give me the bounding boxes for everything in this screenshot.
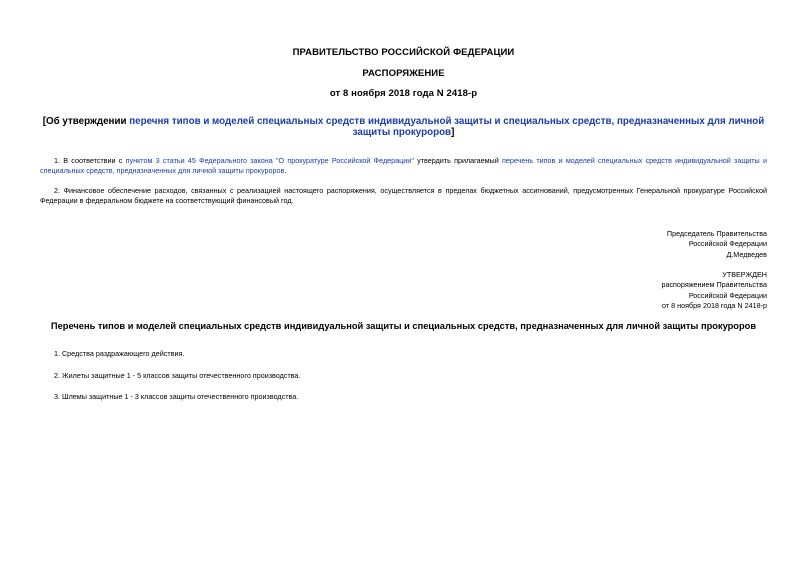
approval-block <box>467 270 767 312</box>
document-date-number: от 8 ноября 2018 года N 2418-р <box>329 88 478 99</box>
list-title: Перечень типов и моделей специальных средств индивидуальной защиты и специальных средств, предназначенных для личной защиты прокуроров <box>50 321 757 331</box>
paragraph-1-text-after: . <box>284 166 287 175</box>
approval-line-1: УТВЕРЖДЕН <box>722 270 767 279</box>
approval-line-3: Российской Федерации <box>688 290 767 300</box>
list-item: 2. Жилеты защитные 1 - 5 классов защиты отечественного производства. <box>54 371 301 380</box>
signature-line-1: Председатель Правительства <box>666 229 767 238</box>
list-item: 3. Шлемы защитные 1 - 3 классов защиты отечественного производства. <box>54 392 299 401</box>
authority-heading: ПРАВИТЕЛЬСТВО РОССИЙСКОЙ ФЕДЕРАЦИИ <box>292 47 515 58</box>
title-close-bracket: ] <box>451 127 455 138</box>
document-title <box>40 116 767 138</box>
paragraph-1 <box>40 156 767 176</box>
paragraph-1-text-before: 1. В соответствии с <box>54 156 126 165</box>
law-article-link[interactable]: пунктом 3 статьи 45 Федерального закона "О прокуратуре Российской Федерации" <box>125 156 414 165</box>
approval-line-2: распоряжением Правительства <box>661 280 767 290</box>
signature-line-3: Д.Медведев <box>726 249 767 259</box>
list-item: 1. Средства раздражающего действия. <box>54 349 185 358</box>
title-link[interactable]: перечня типов и моделей специальных средств индивидуальной защиты и специальных средств, предназначенных для личной защиты прокуроров <box>129 116 765 138</box>
paragraph-2: 2. Финансовое обеспечение расходов, связанных с реализацией настоящего распоряжения, осуществляется в пределах бюджетных ассигнований, предусмотренных Генеральной прокуратуре Российской Федерации в федеральном бюджете на соответствующий финансовый год. <box>40 186 767 205</box>
signature-block <box>467 229 767 260</box>
document-type-heading: РАСПОРЯЖЕНИЕ <box>362 68 445 79</box>
title-open-bracket: [ <box>42 116 46 127</box>
approval-line-4: от 8 ноября 2018 года N 2418-р <box>662 301 767 311</box>
title-prefix: Об утверждении <box>45 116 130 127</box>
list-link[interactable]: перечень типов и моделей специальных средств индивидуальной защиты и специальных средств, предназначенных для личной защиты прокуроров <box>40 156 767 175</box>
paragraph-1-text-middle: утвердить прилагаемый <box>413 156 502 165</box>
signature-line-2: Российской Федерации <box>688 239 767 249</box>
